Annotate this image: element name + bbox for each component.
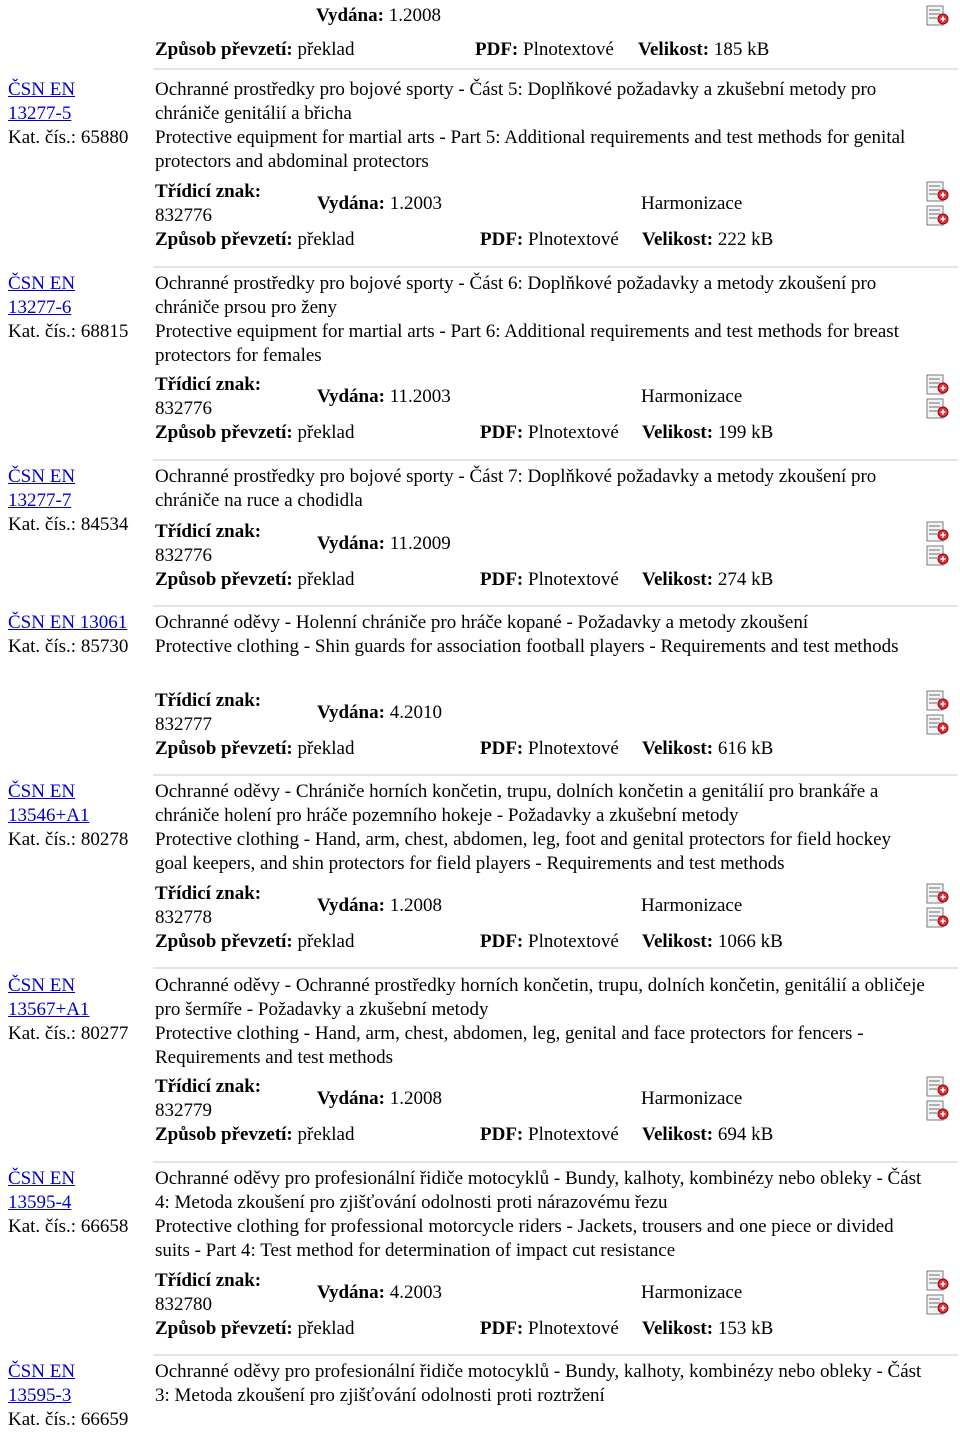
pdf-download-icon[interactable] [924, 882, 952, 906]
catalog-number: Kat. čís.: 66659 [8, 1409, 129, 1430]
standard-titles [155, 78, 925, 174]
catalog-number: Kat. čís.: 65880 [8, 127, 129, 148]
standard-meta [155, 882, 925, 956]
vydana: Vydána: 4.2010 [317, 702, 442, 723]
pdf-type: PDF: Plnotextové [480, 229, 619, 250]
standard-meta [155, 180, 925, 254]
pdf-download-icon[interactable] [924, 373, 952, 397]
harmonizace: Harmonizace [641, 895, 743, 916]
pdf-download-icon[interactable] [924, 180, 952, 204]
standard-code-cell [8, 1167, 153, 1239]
standard-meta [155, 1075, 925, 1149]
top-vydana: Vydána: 1.2008 [316, 5, 441, 26]
velikost: Velikost: 694 kB [642, 1124, 774, 1145]
tridici-znak: Třídicí znak: 832776 [155, 181, 262, 226]
velikost: Velikost: 274 kB [642, 569, 774, 590]
entry-icons [924, 882, 954, 930]
pdf-download-icon[interactable] [924, 1099, 952, 1123]
title-en: Protective equipment for martial arts - Part 5: Additional requirements and test methods for genital protectors and abdominal protectors [155, 127, 906, 172]
velikost: Velikost: 222 kB [642, 229, 774, 250]
standard-code-cell [8, 465, 153, 537]
pdf-download-icon[interactable] [924, 520, 952, 544]
divider [153, 68, 958, 70]
standard-code-cell [8, 611, 153, 659]
standard-titles [155, 1360, 925, 1408]
title-cz: Ochranné prostředky pro bojové sporty - Část 6: Doplňkové požadavky a metody zkoušení pro chrániče prsou pro ženy [155, 273, 877, 318]
divider [153, 459, 958, 461]
tridici-znak: Třídicí znak: 832776 [155, 374, 262, 419]
vydana: Vydána: 11.2009 [317, 533, 451, 554]
pdf-download-icon[interactable] [924, 1075, 952, 1099]
harmonizace: Harmonizace [641, 1088, 743, 1109]
standard-titles [155, 1167, 925, 1263]
title-cz: Ochranné oděvy pro profesionální řidiče motocyklů - Bundy, kalhoty, kombinézy nebo obleky - Část 4: Metoda zkoušení pro zjišťování odolnosti proti nárazovému řezu [155, 1168, 922, 1213]
velikost: Velikost: 616 kB [642, 738, 774, 759]
title-cz: Ochranné oděvy - Chrániče horních končetin, trupu, dolních končetin a genitálií pro brankáře a chrániče holení pro hráče pozemního hokeje - Požadavky a zkušební metody [155, 781, 879, 826]
zpusob-prevzeti: Způsob převzetí: překlad [155, 738, 355, 759]
pdf-download-icon[interactable] [924, 1293, 952, 1317]
divider [153, 605, 958, 607]
pdf-type: PDF: Plnotextové [480, 569, 619, 590]
vydana: Vydána: 1.2008 [317, 895, 442, 916]
vydana: Vydána: 4.2003 [317, 1282, 442, 1303]
title-en: Protective clothing for professional motorcycle riders - Jackets, trousers and one piece or divided suits - Part 4: Test method for determination of impact cut resistance [155, 1216, 894, 1261]
zpusob-prevzeti: Způsob převzetí: překlad [155, 229, 355, 250]
standard-code-link[interactable]: ČSN EN 13595-4 [8, 1168, 76, 1213]
pdf-type: PDF: Plnotextové [480, 1124, 619, 1145]
zpusob-prevzeti: Způsob převzetí: překlad [155, 931, 355, 952]
pdf-type: PDF: Plnotextové [480, 422, 619, 443]
title-cz: Ochranné oděvy - Ochranné prostředky horních končetin, trupu, dolních končetin, genitálií a obličeje pro šermíře - Požadavky a zkušební metody [155, 975, 925, 1020]
catalog-number: Kat. čís.: 80277 [8, 1023, 129, 1044]
velikost: Velikost: 153 kB [642, 1318, 774, 1339]
standard-code-link[interactable]: ČSN EN 13595-3 [8, 1361, 76, 1406]
entry-icons [924, 689, 954, 737]
title-en: Protective equipment for martial arts - Part 6: Additional requirements and test methods for breast protectors for females [155, 321, 899, 366]
entry-icons [924, 520, 954, 568]
pdf-download-icon[interactable] [924, 204, 952, 228]
standard-code-link[interactable]: ČSN EN 13567+A1 [8, 975, 90, 1020]
entry-icons [924, 373, 954, 421]
tridici-znak: Třídicí znak: 832777 [155, 690, 262, 735]
standard-meta [155, 373, 925, 447]
divider [153, 1161, 958, 1163]
standard-titles [155, 780, 925, 876]
zpusob-prevzeti: Způsob převzetí: překlad [155, 1318, 355, 1339]
title-en: Protective clothing - Shin guards for association football players - Requirements and test methods [155, 636, 899, 657]
title-en: Protective clothing - Hand, arm, chest, abdomen, leg, foot and genital protectors for field hockey goal keepers, and shin protectors for field players - Requirements and test methods [155, 829, 892, 874]
pdf-download-icon[interactable] [924, 397, 952, 421]
divider [153, 266, 958, 268]
velikost: Velikost: 1066 kB [642, 931, 783, 952]
standard-code-link[interactable]: ČSN EN 13277-7 [8, 466, 76, 511]
pdf-download-icon[interactable] [924, 906, 952, 930]
zpusob-prevzeti: Způsob převzetí: překlad [155, 1124, 355, 1145]
standard-code-link[interactable]: ČSN EN 13061 [8, 612, 128, 633]
standard-titles [155, 272, 925, 368]
standard-meta [155, 689, 925, 763]
pdf-download-icon[interactable] [924, 689, 952, 713]
standard-titles [155, 974, 925, 1070]
velikost: Velikost: 199 kB [642, 422, 774, 443]
standard-meta [155, 520, 925, 594]
entry-icons [924, 1269, 954, 1317]
divider [153, 774, 958, 776]
harmonizace: Harmonizace [641, 193, 743, 214]
divider [153, 967, 958, 969]
tridici-znak: Třídicí znak: 832776 [155, 521, 262, 566]
harmonizace: Harmonizace [641, 1282, 743, 1303]
standard-code-cell [8, 78, 153, 150]
pdf-type: PDF: Plnotextové [480, 931, 619, 952]
title-cz: Ochranné prostředky pro bojové sporty - Část 5: Doplňkové požadavky a zkušební metody pro chrániče genitálií a břicha [155, 79, 877, 124]
pdf-type: PDF: Plnotextové [480, 1318, 619, 1339]
standard-code-cell [8, 974, 153, 1046]
zpusob-prevzeti: Způsob převzetí: překlad [155, 569, 355, 590]
standard-code-cell [8, 1360, 153, 1432]
vydana: Vydána: 1.2003 [317, 193, 442, 214]
top-pdf: PDF: Plnotextové [475, 39, 614, 60]
standard-code-link[interactable]: ČSN EN 13277-5 [8, 79, 76, 124]
pdf-download-icon[interactable] [924, 4, 952, 28]
title-cz: Ochranné prostředky pro bojové sporty - Část 7: Doplňkové požadavky a metody zkoušení pro chrániče na ruce a chodidla [155, 466, 877, 511]
tridici-znak: Třídicí znak: 832779 [155, 1076, 262, 1121]
entry-icons [924, 180, 954, 228]
title-cz: Ochranné oděvy pro profesionální řidiče motocyklů - Bundy, kalhoty, kombinézy nebo obleky - Část 3: Metoda zkoušení pro zjišťování odolnosti proti roztržení [155, 1361, 922, 1406]
vydana: Vydána: 11.2003 [317, 386, 451, 407]
tridici-znak: Třídicí znak: 832778 [155, 883, 262, 928]
catalog-number: Kat. čís.: 80278 [8, 829, 129, 850]
top-velikost: Velikost: 185 kB [638, 39, 770, 60]
tridici-znak: Třídicí znak: 832780 [155, 1270, 262, 1315]
pdf-download-icon[interactable] [924, 544, 952, 568]
pdf-download-icon[interactable] [924, 1269, 952, 1293]
catalog-number: Kat. čís.: 68815 [8, 321, 129, 342]
standard-meta [155, 1269, 925, 1343]
entry-icons [924, 1075, 954, 1123]
standard-titles [155, 611, 925, 659]
standard-code-link[interactable]: ČSN EN 13546+A1 [8, 781, 90, 826]
catalog-number: Kat. čís.: 85730 [8, 636, 129, 657]
harmonizace: Harmonizace [641, 386, 743, 407]
title-cz: Ochranné oděvy - Holenní chrániče pro hráče kopané - Požadavky a metody zkoušení [155, 612, 809, 633]
title-en: Protective clothing - Hand, arm, chest, abdomen, leg, genital and face protectors for fencers - Requirements and test methods [155, 1023, 864, 1068]
catalog-number: Kat. čís.: 84534 [8, 514, 129, 535]
top-icons [924, 4, 954, 28]
divider [153, 1354, 958, 1356]
vydana: Vydána: 1.2008 [317, 1088, 442, 1109]
standard-code-cell [8, 780, 153, 852]
catalog-number: Kat. čís.: 66658 [8, 1216, 129, 1237]
zpusob-prevzeti: Způsob převzetí: překlad [155, 422, 355, 443]
standard-titles [155, 465, 925, 513]
pdf-type: PDF: Plnotextové [480, 738, 619, 759]
top-zpusob: Způsob převzetí: překlad [155, 39, 355, 60]
standard-code-cell [8, 272, 153, 344]
standard-code-link[interactable]: ČSN EN 13277-6 [8, 273, 76, 318]
pdf-download-icon[interactable] [924, 713, 952, 737]
